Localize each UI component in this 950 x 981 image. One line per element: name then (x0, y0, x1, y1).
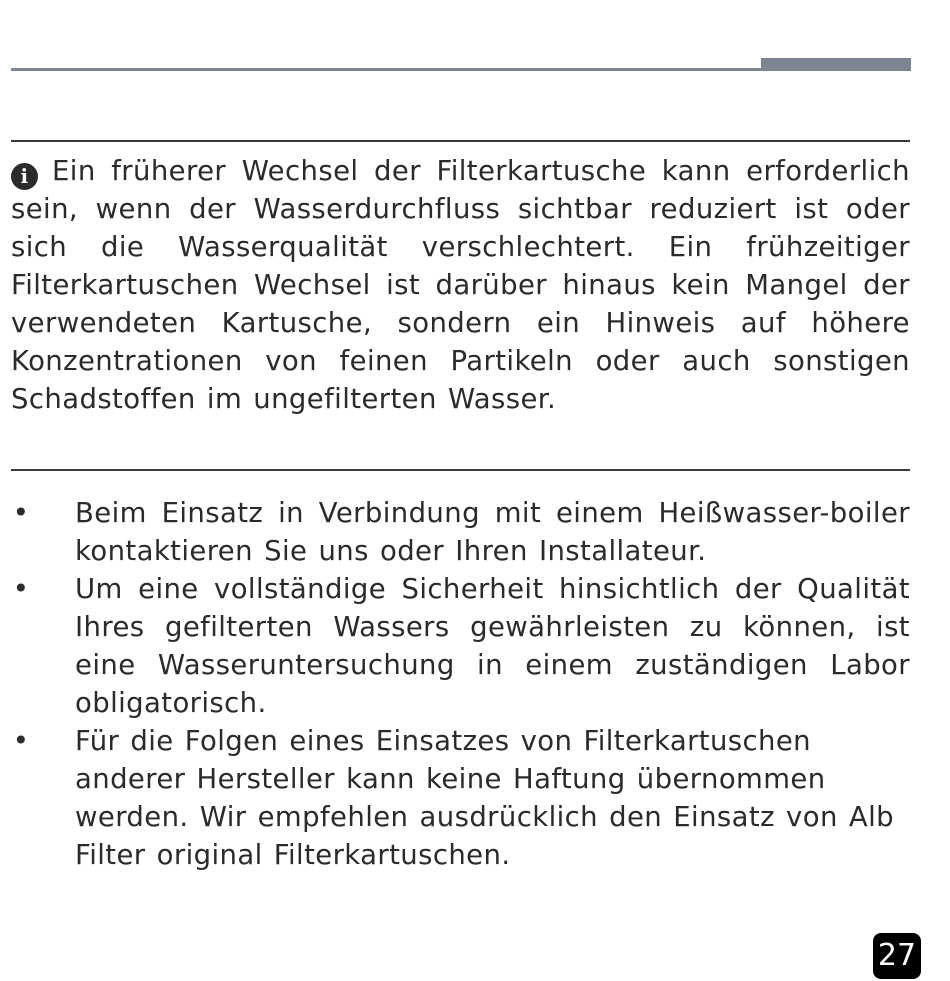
list-item (11, 570, 910, 722)
list-item (11, 722, 910, 874)
bullet-list (11, 494, 910, 874)
bullet-text: Beim Einsatz in Verbindung mit einem Heißwasser-boiler kontaktieren Sie uns oder Ihren Installateur. (75, 497, 910, 567)
list-item (11, 494, 910, 570)
info-icon: i (11, 163, 38, 190)
page-number-badge: 27 (873, 933, 921, 979)
bullet-text: Für die Folgen eines Einsatzes von Filterkartuschen anderer Hersteller kann keine Haftung übernommen werden. Wir empfehlen ausdrücklich den Einsatz von Alb Filter original Filterkartuschen. (75, 725, 895, 871)
info-notice-text: Ein früherer Wechsel der Filterkartusche kann erforderlich sein, wenn der Wasserdurchfluss sichtbar reduziert ist oder sich die Wasserqualität verschlechtert. Ein frühzeitiger Filterkartuschen Wechsel ist darüber hinaus kein Mangel der verwendeten Kartusche, sondern ein Hinweis auf höhere Konzentrationen von feinen Partikeln oder auch sonstigen Schadstoffen im ungefilterten Wasser. (11, 155, 910, 415)
bullet-marker: • (12, 497, 30, 529)
header-accent-bar (761, 58, 911, 71)
bullet-marker: • (12, 573, 30, 605)
bullet-text: Um eine vollständige Sicherheit hinsichtlich der Qualität Ihres gefilterten Wassers gewährleisten zu können, ist eine Wasseruntersuchung in einem zuständigen Labor obligatorisch. (75, 573, 910, 719)
info-notice (11, 152, 910, 418)
info-notice-box (11, 140, 910, 471)
header-rule (11, 68, 761, 71)
bullet-marker: • (12, 725, 30, 757)
